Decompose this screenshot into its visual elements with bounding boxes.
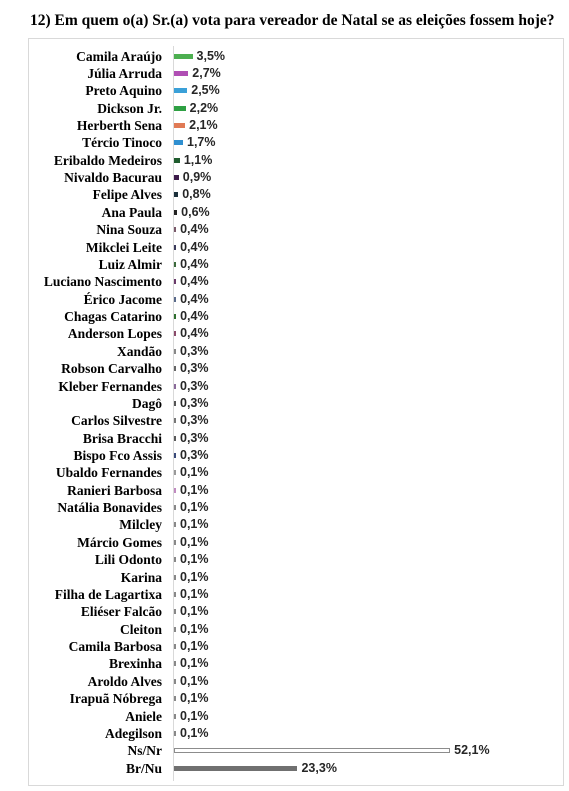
- category-label: Karina: [120, 569, 162, 585]
- bar: [174, 557, 176, 562]
- bar: [174, 245, 176, 250]
- bar: [174, 522, 176, 527]
- bar: [174, 609, 176, 614]
- category-label: Lili Odonto: [94, 552, 162, 568]
- bar: [174, 488, 176, 493]
- bar: [174, 297, 176, 302]
- category-label: Irapuã Nóbrega: [69, 691, 162, 707]
- value-label: 0,1%: [180, 621, 209, 636]
- value-label: 0,1%: [180, 482, 209, 497]
- bar: [174, 401, 176, 406]
- category-label: Nivaldo Bacurau: [64, 170, 162, 186]
- value-label: 0,1%: [180, 673, 209, 688]
- value-label: 0,9%: [182, 170, 212, 185]
- value-label: 0,1%: [180, 691, 209, 706]
- bar: [174, 505, 176, 510]
- category-label: Érico Jacome: [83, 291, 162, 307]
- category-label: Ranieri Barbosa: [67, 482, 162, 498]
- value-label: 0,4%: [180, 256, 209, 271]
- bar: [174, 140, 183, 145]
- category-label: Kleber Fernandes: [58, 378, 162, 394]
- value-label: 0,3%: [180, 448, 209, 462]
- bar: [174, 227, 176, 232]
- value-label: 1,1%: [183, 152, 213, 167]
- value-label: 0,1%: [180, 639, 209, 654]
- category-label: Tércio Tinoco: [82, 135, 162, 151]
- value-label: 2,7%: [192, 65, 221, 80]
- value-label: 0,8%: [182, 187, 211, 202]
- value-label: 0,4%: [180, 291, 209, 306]
- value-label: 0,4%: [180, 326, 209, 341]
- category-label: Br/Nu: [125, 760, 162, 776]
- value-label: 0,1%: [180, 586, 209, 601]
- value-label: 2,5%: [191, 83, 220, 98]
- category-label: Chagas Catarino: [64, 309, 162, 325]
- category-label: Brisa Bracchi: [82, 430, 162, 446]
- bar: [174, 314, 176, 319]
- bar: [174, 436, 176, 441]
- bar: [174, 123, 185, 128]
- category-label: Adegilson: [104, 725, 162, 741]
- bar: [174, 661, 176, 666]
- value-label: 23,3%: [301, 760, 337, 775]
- value-label: 0,1%: [180, 569, 209, 584]
- bar: [174, 679, 176, 684]
- category-label: Mikclei Leite: [85, 239, 162, 255]
- value-label: 0,4%: [180, 239, 209, 254]
- category-label: Preto Aquino: [85, 83, 162, 99]
- bar: [174, 731, 176, 736]
- value-label: 52,1%: [454, 743, 490, 758]
- bar: [174, 279, 176, 284]
- bar: [174, 106, 186, 111]
- bar: [174, 540, 176, 545]
- category-label: Márcio Gomes: [77, 534, 162, 550]
- value-label: 2,2%: [189, 100, 219, 115]
- bar: [174, 644, 176, 649]
- bar: [174, 748, 450, 753]
- category-label: Milcley: [119, 517, 162, 533]
- bar: [174, 192, 178, 197]
- value-label: 0,3%: [180, 343, 209, 358]
- category-label: Ana Paula: [101, 204, 162, 220]
- category-label: Aniele: [125, 708, 162, 724]
- category-label: Anderson Lopes: [67, 326, 162, 342]
- category-label: Bispo Fco Assis: [73, 448, 162, 463]
- value-label: 0,3%: [180, 361, 209, 376]
- bar: [174, 418, 176, 423]
- bar: [174, 696, 176, 701]
- value-label: 0,1%: [180, 604, 209, 619]
- category-label: Eribaldo Medeiros: [53, 152, 162, 168]
- bar: [174, 158, 180, 163]
- bar: [174, 470, 176, 475]
- value-label: 2,1%: [189, 117, 218, 132]
- value-label: 0,4%: [180, 309, 209, 324]
- value-label: 0,1%: [180, 534, 209, 549]
- bar: [174, 453, 176, 458]
- value-label: 0,1%: [180, 517, 209, 532]
- value-label: 0,3%: [180, 430, 209, 445]
- category-label: Dickson Jr.: [97, 100, 162, 116]
- value-label: 0,1%: [180, 465, 209, 480]
- category-label: Ns/Nr: [127, 743, 162, 759]
- bar: [174, 349, 176, 354]
- category-label: Luiz Almir: [98, 256, 162, 272]
- category-label: Cleiton: [120, 621, 162, 637]
- bar: [174, 627, 176, 632]
- category-label: Herberth Sena: [76, 117, 162, 133]
- value-label: 0,3%: [180, 378, 209, 393]
- value-label: 0,6%: [181, 204, 210, 219]
- category-label: Ubaldo Fernandes: [55, 465, 162, 481]
- category-label: Carlos Silvestre: [71, 413, 162, 429]
- bar: [174, 54, 193, 59]
- bar: [174, 714, 176, 719]
- value-label: 0,3%: [180, 395, 209, 410]
- bar: [174, 71, 188, 76]
- category-label: Felipe Alves: [92, 187, 162, 203]
- value-label: 0,1%: [180, 552, 209, 567]
- category-label: Robson Carvalho: [61, 361, 162, 377]
- bar: [174, 766, 297, 771]
- category-label: Luciano Nascimento: [43, 274, 162, 290]
- value-label: 0,1%: [180, 656, 209, 671]
- value-label: 0,4%: [180, 274, 209, 289]
- bar: [174, 384, 176, 389]
- bar: [174, 262, 176, 267]
- bar: [174, 592, 176, 597]
- value-label: 0,1%: [180, 708, 209, 723]
- category-label: Filha de Lagartixa: [54, 586, 162, 602]
- category-label: Nina Souza: [96, 222, 162, 238]
- value-label: 0,3%: [180, 413, 209, 428]
- value-label: 0,1%: [180, 500, 209, 515]
- category-label: Natália Bonavides: [57, 500, 162, 516]
- bar: [174, 210, 177, 215]
- bar: [174, 175, 179, 180]
- category-label: Xandão: [116, 343, 162, 359]
- category-label: Brexinha: [108, 656, 162, 672]
- value-label: 3,5%: [196, 48, 226, 63]
- chart-title: 12) Em quem o(a) Sr.(a) vota para vereador de Natal se as eleições fossem hoje?: [30, 12, 555, 29]
- value-label: 0,4%: [180, 222, 209, 237]
- bar: [174, 366, 176, 371]
- bar: [174, 575, 176, 580]
- bar: [174, 331, 176, 336]
- value-label: 0,1%: [180, 725, 209, 740]
- category-label: Aroldo Alves: [87, 673, 162, 689]
- bar: [174, 88, 187, 93]
- category-label: Camila Barbosa: [68, 639, 162, 655]
- category-label: Camila Araújo: [76, 48, 162, 64]
- category-label: Júlia Arruda: [87, 65, 162, 81]
- category-label: Dagô: [132, 395, 162, 411]
- value-label: 1,7%: [187, 135, 216, 150]
- category-label: Eliéser Falcão: [80, 604, 162, 620]
